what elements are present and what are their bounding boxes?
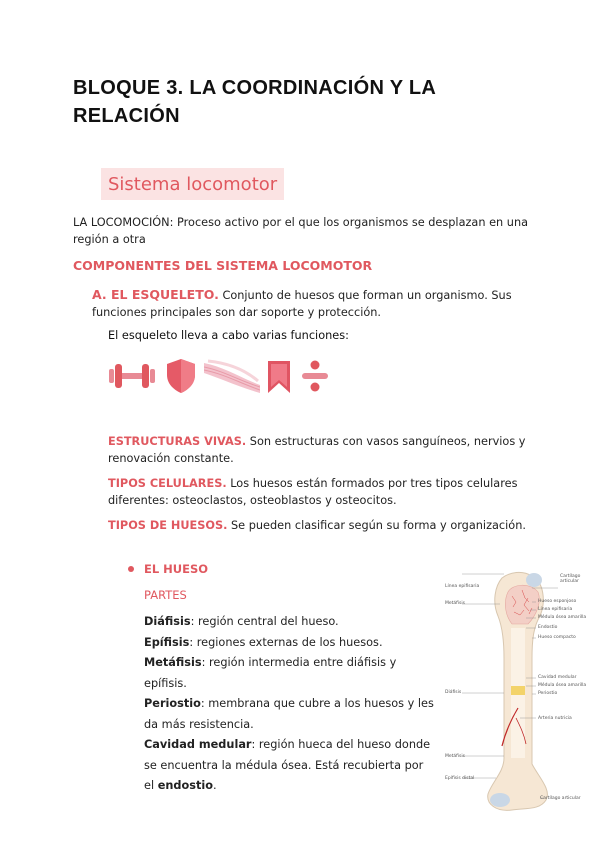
functions-icons [106, 357, 336, 397]
componentes-heading: COMPONENTES DEL SISTEMA LOCOMOTOR [73, 258, 373, 273]
tipos-huesos-text: Se pueden clasificar según su forma y organización. [227, 519, 526, 532]
bone-label: Metáfisis [445, 601, 465, 606]
parts-list [144, 612, 436, 797]
section-title: Sistema locomotor [108, 174, 278, 195]
bone-label: Línea epifisaria [538, 607, 573, 612]
dumbbell-icon [106, 361, 158, 391]
bone-label: Médula ósea amarilla [538, 683, 587, 688]
bone-label: Epífisis distal [445, 776, 475, 781]
esqueleto-text: Conjunto de huesos que forman un organismo. Sus funciones principales son dar soporte y protección. [92, 289, 512, 319]
hueso-heading: EL HUESO [144, 562, 209, 576]
divide-icon [300, 359, 330, 393]
tipos-celulares-paragraph [108, 475, 528, 509]
esqueleto-heading: A. EL ESQUELETO. [92, 287, 219, 302]
esqueleto-paragraph [92, 286, 522, 321]
tipos-celulares-heading: TIPOS CELULARES. [108, 477, 227, 490]
tipos-celulares-text: Los huesos están formados por tres tipos celulares diferentes: osteoclastos, osteoblastos y osteocitos. [108, 477, 518, 507]
list-item: Diáfisis: región central del hueso. [144, 615, 339, 628]
functions-label: El esqueleto lleva a cabo varias funciones: [108, 329, 349, 342]
bone-label: Médula ósea amarilla [538, 615, 587, 620]
locomocion-text: : Proceso activo por el que los organismos se desplazan en una región a otra [73, 216, 529, 246]
page-title: BLOQUE 3. LA COORDINACIÓN Y LA RELACIÓN [73, 77, 436, 127]
list-item: Cavidad medular: región hueca del hueso donde se encuentra la médula ósea. Está recubierta por el endostio. [144, 738, 431, 792]
bookmark-icon [266, 359, 292, 395]
list-item: Metáfisis: región intermedia entre diáfisis y epífisis. [144, 656, 397, 690]
bone-label: Línea epifisaria [445, 584, 480, 589]
bone-label: Endostio [538, 625, 558, 630]
bone-label: Diáfisis [445, 690, 462, 695]
shield-icon [164, 357, 198, 395]
bone-label: Cartílago articular [540, 796, 581, 801]
list-bullet [128, 566, 134, 572]
tipos-huesos-paragraph [108, 517, 538, 534]
bone-label: Cavidad medular [538, 675, 577, 680]
muscle-fiber-icon [204, 359, 260, 393]
tipos-huesos-heading: TIPOS DE HUESOS. [108, 519, 228, 532]
bone-label: Hueso compacto [538, 635, 576, 640]
partes-label: PARTES [144, 588, 187, 602]
list-item: Epífisis: regiones externas de los huesos. [144, 635, 383, 649]
list-item: Periostio: membrana que cubre a los huesos y les da más resistencia. [144, 697, 434, 731]
bone-label: Cartílago articular [560, 574, 581, 584]
estructuras-paragraph [108, 433, 528, 467]
estructuras-heading: ESTRUCTURAS VIVAS. [108, 435, 247, 448]
bone-label: Periostio [538, 691, 558, 696]
locomocion-term: LA LOCOMOCIÓN [73, 216, 170, 229]
locomocion-paragraph [73, 214, 533, 248]
estructuras-text: Son estructuras con vasos sanguíneos, nervios y renovación constante. [108, 435, 526, 465]
bone-label: Hueso esponjoso [538, 599, 577, 604]
bone-label: Metáfisis [445, 754, 465, 759]
bone-label: Arteria nutricia [538, 716, 572, 721]
